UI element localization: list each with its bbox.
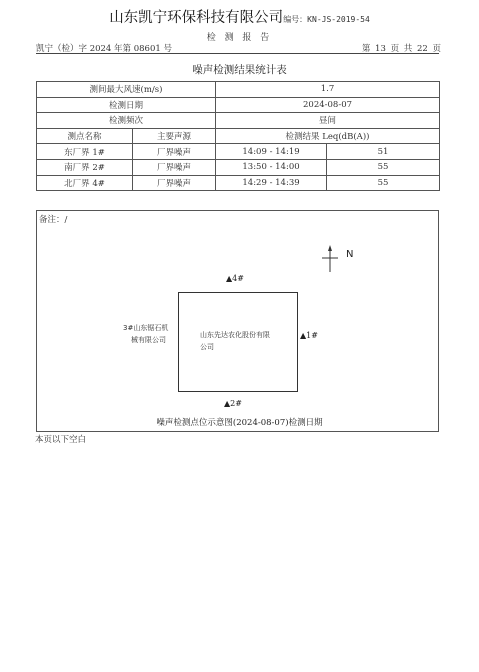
wind-value: 1.7 [216, 82, 440, 98]
north-arrow-icon [318, 244, 358, 274]
measure-value: 51 [327, 144, 440, 160]
neighbor-label-line2: 械有限公司 [131, 336, 166, 344]
table-row [37, 113, 440, 129]
table-row [37, 144, 440, 160]
page-number: 第 13 页 共 22 页 [361, 44, 441, 54]
date-label: 检测日期 [37, 97, 216, 113]
column-header: 测点名称 [37, 128, 133, 144]
report-subtitle: 检 测 报 告 [206, 33, 273, 43]
report-number: 凯宁（检）字 2024 年第 08601 号 [36, 44, 172, 54]
diagram-caption: 噪声检测点位示意图(2024-08-07)检测日期 [156, 418, 323, 428]
table-row [37, 97, 440, 113]
table-header-row [37, 128, 440, 144]
measure-time: 14:29 - 14:39 [216, 175, 327, 191]
measure-time: 14:09 - 14:19 [216, 144, 327, 160]
factory-building [178, 292, 298, 392]
frequency-label: 检测频次 [37, 113, 216, 129]
north-label: N [346, 249, 354, 260]
point-1-marker: ▲1# [300, 331, 318, 340]
noise-source: 厂界噪声 [133, 175, 216, 191]
wind-label: 测间最大风速(m/s) [37, 82, 216, 98]
measure-time: 13:50 - 14:00 [216, 159, 327, 175]
notes-label: 备注：/ [39, 215, 68, 225]
header-divider [36, 53, 439, 54]
building-label-line1: 山东先达农化股份有限 [200, 331, 270, 339]
column-header: 检测结果 Leq(dB(A)) [216, 128, 440, 144]
frequency-value: 昼间 [216, 113, 440, 129]
document-code: 编号：KN-JS-2019-54 [283, 15, 370, 24]
company-name: 山东凯宁环保科技有限公司 [109, 10, 284, 26]
noise-results-table [36, 81, 440, 191]
blank-note: 本页以下空白 [35, 435, 87, 445]
point-name: 东厂界 1# [37, 144, 133, 160]
point-name: 北厂界 4# [37, 175, 133, 191]
table-row [37, 159, 440, 175]
table-row [37, 175, 440, 191]
neighbor-label-line1: 3#山东锯石机 [123, 324, 169, 332]
company-header [0, 6, 479, 27]
point-2-marker: ▲2# [224, 399, 242, 408]
noise-source: 厂界噪声 [133, 159, 216, 175]
column-header: 主要声源 [133, 128, 216, 144]
point-name: 南厂界 2# [37, 159, 133, 175]
point-4-marker: ▲4# [226, 274, 244, 283]
building-label-line2: 公司 [200, 343, 214, 351]
date-value: 2024-08-07 [216, 97, 440, 113]
measure-value: 55 [327, 175, 440, 191]
table-title: 噪声检测结果统计表 [192, 64, 287, 76]
noise-source: 厂界噪声 [133, 144, 216, 160]
measure-value: 55 [327, 159, 440, 175]
table-row [37, 82, 440, 98]
